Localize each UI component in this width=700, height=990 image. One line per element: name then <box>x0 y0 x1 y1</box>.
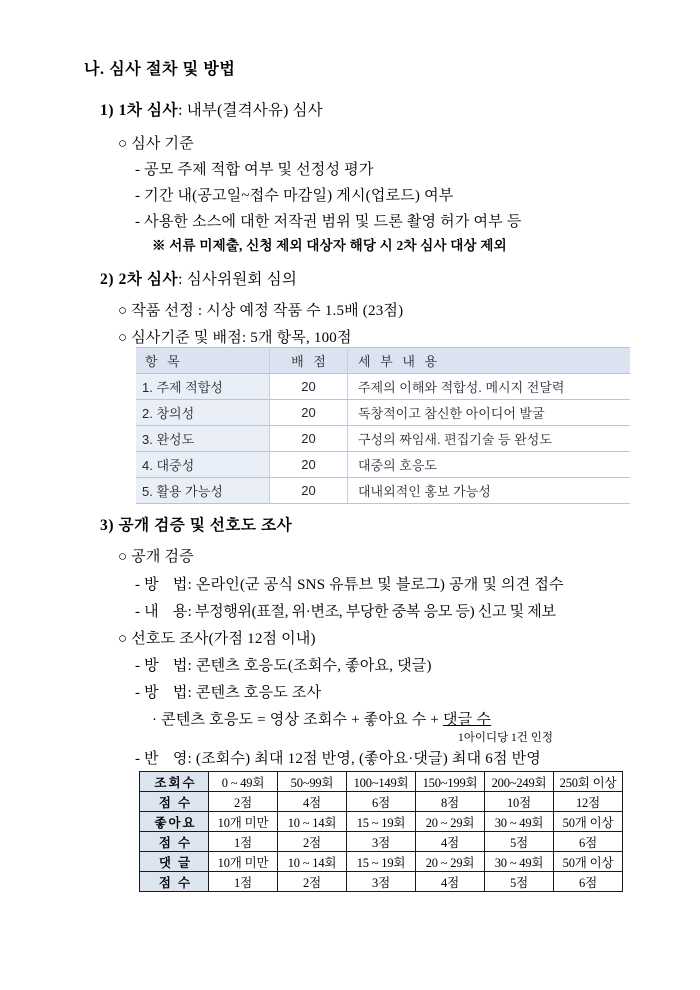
criteria-detail: 대중의 호응도 <box>348 452 631 478</box>
criteria-detail: 구성의 짜임새. 편집기술 등 완성도 <box>348 426 631 452</box>
row-label: 댓 글 <box>140 852 209 872</box>
row-cell: 10점 <box>485 792 554 812</box>
row-cell: 30 ~ 49회 <box>485 852 554 872</box>
row-label: 조회수 <box>140 772 209 792</box>
section-3-circle-2: ○ 선호도 조사(가점 12점 이내) <box>118 631 316 647</box>
row-label: 좋아요 <box>140 812 209 832</box>
row-cell: 4점 <box>278 792 347 812</box>
page-title: 나. 심사 절차 및 방법 <box>84 61 236 78</box>
criteria-item: 5. 활용 가능성 <box>136 478 270 504</box>
row-label: 점 수 <box>140 832 209 852</box>
criteria-score: 20 <box>270 426 348 452</box>
section-2-circle-1: ○ 작품 선정 : 시상 예정 작품 수 1.5배 (23점) <box>118 303 404 319</box>
row-cell: 4점 <box>416 872 485 892</box>
dash-marker: - <box>135 577 145 593</box>
criteria-score: 20 <box>270 452 348 478</box>
section-3-title <box>100 518 292 534</box>
judging-criteria-table <box>136 347 630 504</box>
row-cell: 4점 <box>416 832 485 852</box>
section-3-dash-3 <box>135 659 432 674</box>
dash-text: : 부정행위(표절, 위·변조, 부당한 중복 응모 등) 신고 및 제보 <box>187 604 556 620</box>
table-row <box>140 832 623 852</box>
dash-label-b: 법 <box>172 685 188 701</box>
row-cell: 150~199회 <box>416 772 485 792</box>
row-cell: 10 ~ 14회 <box>278 852 347 872</box>
dash-marker: - <box>135 751 145 767</box>
dash-label-a: 반 <box>144 751 159 767</box>
table-row <box>140 792 623 812</box>
dash-label-a: 방 <box>144 577 159 593</box>
row-cell: 12점 <box>554 792 623 812</box>
row-cell: 1점 <box>209 832 278 852</box>
table-row <box>136 478 630 504</box>
row-cell: 100~149회 <box>347 772 416 792</box>
table-row <box>136 452 630 478</box>
row-cell: 10 ~ 14회 <box>278 812 347 832</box>
section-1-dash-3: - 사용한 소스에 대한 저작권 범위 및 드론 촬영 허가 여부 등 <box>135 214 522 230</box>
dash-label-a: 내 <box>144 604 159 620</box>
section-3-dash-2 <box>135 605 556 620</box>
section-1-number: 1) 1차 심사 <box>100 102 179 119</box>
row-cell: 50개 이상 <box>554 852 623 872</box>
section-3-dash-5 <box>135 752 541 767</box>
dash-label-b: 용 <box>172 604 188 620</box>
row-cell: 20 ~ 29회 <box>416 852 485 872</box>
row-cell: 5점 <box>485 832 554 852</box>
row-cell: 50개 이상 <box>554 812 623 832</box>
row-label: 점 수 <box>140 792 209 812</box>
row-cell: 20 ~ 29회 <box>416 812 485 832</box>
dash-marker: - <box>135 685 145 701</box>
section-3-dash-1 <box>135 578 564 593</box>
table-row <box>140 872 623 892</box>
table-row <box>140 852 623 872</box>
row-cell: 6점 <box>554 832 623 852</box>
criteria-score: 20 <box>270 374 348 400</box>
row-cell: 0 ~ 49회 <box>209 772 278 792</box>
row-cell: 30 ~ 49회 <box>485 812 554 832</box>
row-cell: 50~99회 <box>278 772 347 792</box>
section-1-title <box>100 103 323 119</box>
section-1-title-rest: : 내부(결격사유) 심사 <box>178 102 323 119</box>
dash-text: : 온라인(군 공식 SNS 유튜브 및 블로그) 공개 및 의견 접수 <box>187 577 564 593</box>
table-row <box>140 772 623 792</box>
criteria-item: 4. 대중성 <box>136 452 270 478</box>
row-cell: 6점 <box>554 872 623 892</box>
criteria-score: 20 <box>270 400 348 426</box>
criteria-detail: 대내외적인 홍보 가능성 <box>348 478 631 504</box>
dash-label-b: 법 <box>172 577 188 593</box>
dash-text: : 콘텐츠 호응도(조회수, 좋아요, 댓글) <box>187 658 432 674</box>
dash-label-b: 영 <box>172 751 188 767</box>
table-header-row <box>136 348 630 374</box>
row-cell: 15 ~ 19회 <box>347 852 416 872</box>
column-header-item: 항 목 <box>136 348 270 374</box>
row-cell: 3점 <box>347 832 416 852</box>
row-cell: 1점 <box>209 872 278 892</box>
dash-label-a: 방 <box>144 658 159 674</box>
row-cell: 2점 <box>278 832 347 852</box>
section-3-dash-4 <box>135 686 321 701</box>
section-1-dash-2: - 기간 내(공고일~접수 마감일) 게시(업로드) 여부 <box>135 188 454 204</box>
row-cell: 10개 미만 <box>209 852 278 872</box>
dash-text: : (조회수) 최대 12점 반영, (좋아요·댓글) 최대 6점 반영 <box>187 751 541 767</box>
section-1-criteria-bullet: ○ 심사 기준 <box>118 136 194 152</box>
formula-prefix: · 콘텐츠 호응도 = 영상 조회수 + 좋아요 수 + <box>152 712 444 728</box>
table-row <box>136 374 630 400</box>
section-2-circle-2: ○ 심사기준 및 배점: 5개 항목, 100점 <box>118 330 352 346</box>
dash-label-b: 법 <box>172 658 188 674</box>
dash-text: : 콘텐츠 호응도 조사 <box>187 685 322 701</box>
table-row <box>140 812 623 832</box>
section-3-circle-1: ○ 공개 검증 <box>118 549 194 565</box>
row-cell: 6점 <box>347 792 416 812</box>
criteria-detail: 주제의 이해와 적합성. 메시지 전달력 <box>348 374 631 400</box>
section-2-number: 2) 2차 심사 <box>100 271 179 288</box>
table-row <box>136 426 630 452</box>
criteria-score: 20 <box>270 478 348 504</box>
criteria-item: 3. 완성도 <box>136 426 270 452</box>
section-1-dash-1: - 공모 주제 적합 여부 및 선정성 평가 <box>135 162 374 178</box>
preference-scoring-table <box>139 771 623 892</box>
dash-marker: - <box>135 604 145 620</box>
row-cell: 3점 <box>347 872 416 892</box>
column-header-score: 배 점 <box>270 348 348 374</box>
criteria-detail: 독창적이고 참신한 아이디어 발굴 <box>348 400 631 426</box>
row-cell: 15 ~ 19회 <box>347 812 416 832</box>
row-cell: 2점 <box>278 872 347 892</box>
formula-footnote: 1아이디당 1건 인정 <box>458 732 554 744</box>
section-1-note: ※ 서류 미제출, 신청 제외 대상자 해당 시 2차 심사 대상 제외 <box>152 238 507 253</box>
dash-label-a: 방 <box>144 685 159 701</box>
section-2-title-rest: : 심사위원회 심의 <box>178 271 298 288</box>
row-cell: 2점 <box>209 792 278 812</box>
row-cell: 5점 <box>485 872 554 892</box>
formula-underlined-term: 댓글 수 <box>443 712 492 728</box>
criteria-item: 2. 창의성 <box>136 400 270 426</box>
table-row <box>136 400 630 426</box>
criteria-item: 1. 주제 적합성 <box>136 374 270 400</box>
row-cell: 10개 미만 <box>209 812 278 832</box>
row-label: 점 수 <box>140 872 209 892</box>
section-3-number: 3) 공개 검증 및 선호도 조사 <box>100 517 293 534</box>
section-3-formula <box>152 713 491 728</box>
column-header-detail: 세 부 내 용 <box>348 348 631 374</box>
row-cell: 8점 <box>416 792 485 812</box>
dash-marker: - <box>135 658 145 674</box>
row-cell: 200~249회 <box>485 772 554 792</box>
section-2-title <box>100 272 297 288</box>
row-cell: 250회 이상 <box>554 772 623 792</box>
